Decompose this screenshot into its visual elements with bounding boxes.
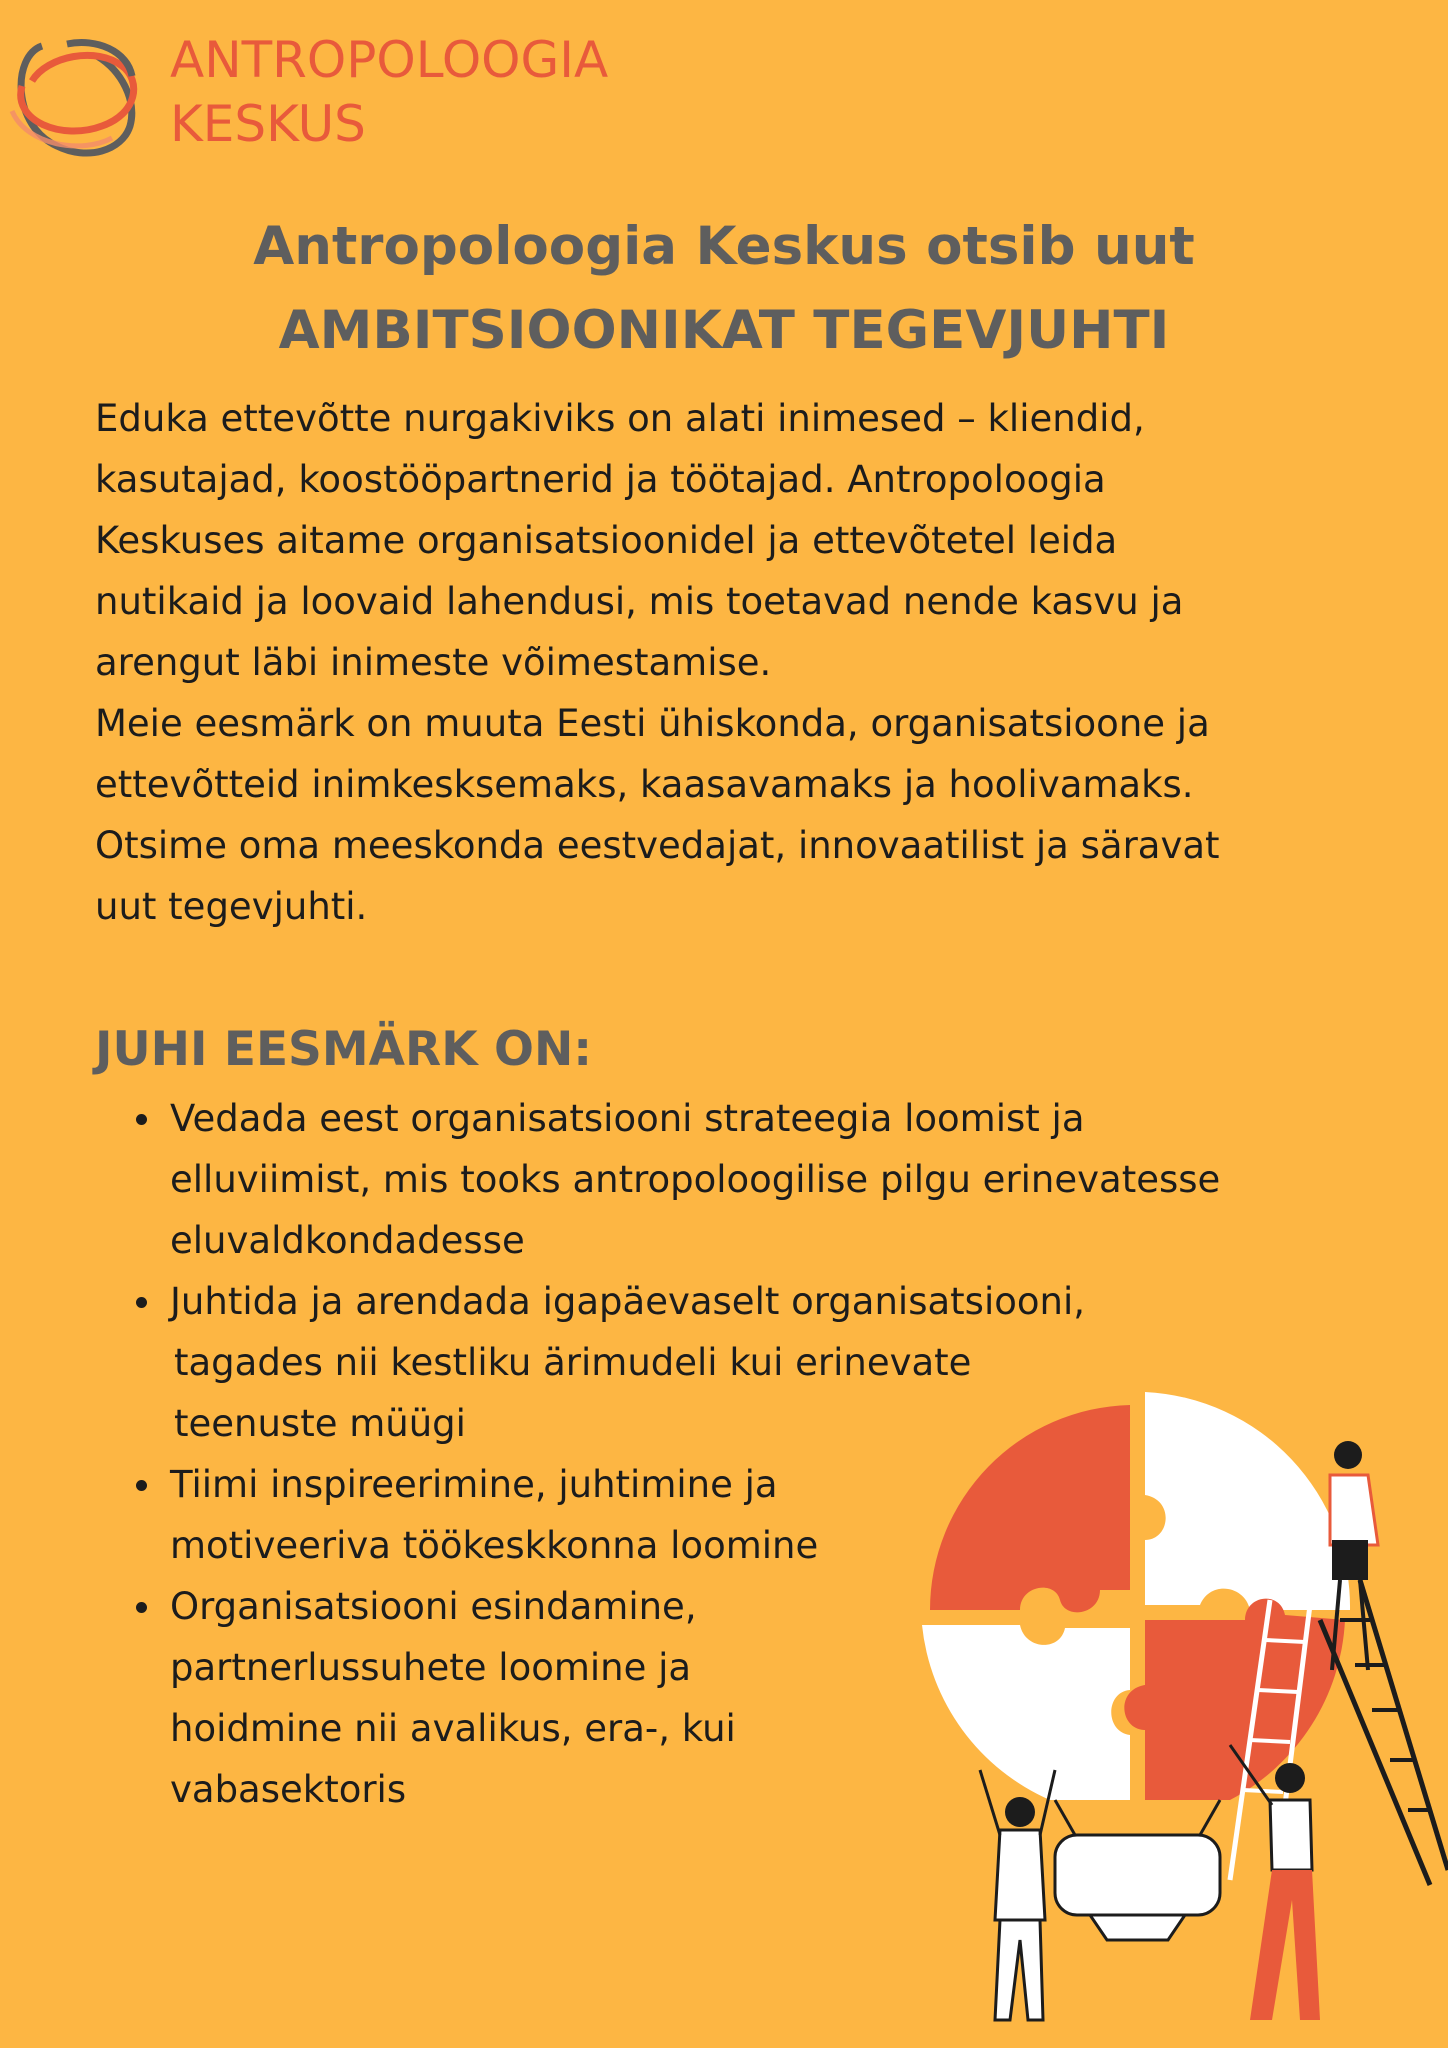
logo-line-2: KESKUS xyxy=(170,95,366,153)
list-item xyxy=(132,1088,1312,1271)
intro-line: ettevõtteid inimkesksemaks, kaasavamaks ja hoolivamaks. xyxy=(95,763,1194,806)
goal-line: eluvaldkondadesse xyxy=(170,1219,525,1262)
intro-text xyxy=(95,388,1325,937)
goal-line: Tiimi inspireerimine, juhtimine ja xyxy=(170,1463,778,1506)
logo-line-1: ANTROPOLOOGIA xyxy=(170,31,609,89)
logo xyxy=(0,18,640,158)
goal-line: Juhtida ja arendada igapäevaselt organisatsiooni, xyxy=(170,1280,1085,1323)
intro-line: Otsime oma meeskonda eestvedajat, innovaatilist ja säravat xyxy=(95,824,1220,867)
goal-line: elluviimist, mis tooks antropoloogilise pilgu erinevatesse xyxy=(170,1158,1221,1201)
goal-line: partnerlussuhete loomine ja xyxy=(170,1646,692,1689)
goal-line: hoidmine nii avalikus, era-, kui xyxy=(170,1707,736,1750)
orbit-logo-icon xyxy=(2,26,152,166)
intro-line: uut tegevjuhti. xyxy=(95,885,368,928)
goals-title: JUHI EESMÄRK ON: xyxy=(95,1022,593,1077)
page-title xyxy=(0,205,1448,373)
goal-line: Organisatsiooni esindamine, xyxy=(170,1585,697,1628)
goal-line: motiveeriva töökeskkonna loomine xyxy=(170,1524,819,1567)
intro-line: Keskuses aitame organisatsioonidel ja ettevõtetel leida xyxy=(95,519,1118,562)
puzzle-lightbulb-illustration-icon xyxy=(900,1380,1448,2048)
goal-line: tagades nii kestliku ärimudeli kui erinevate xyxy=(174,1341,972,1384)
intro-line: Meie eesmärk on muuta Eesti ühiskonda, organisatsioone ja xyxy=(95,702,1210,745)
logo-text xyxy=(170,28,608,156)
goal-line: vabasektoris xyxy=(170,1768,407,1811)
page-title-line-2: AMBITSIOONIKAT TEGEVJUHTI xyxy=(278,300,1170,361)
intro-line: Eduka ettevõtte nurgakiviks on alati inimesed – kliendid, xyxy=(95,397,1145,440)
goal-line: teenuste müügi xyxy=(174,1402,466,1445)
intro-line: nutikaid ja loovaid lahendusi, mis toetavad nende kasvu ja xyxy=(95,580,1184,623)
intro-line: kasutajad, koostööpartnerid ja töötajad. Antropoloogia xyxy=(95,458,1106,501)
intro-line: arengut läbi inimeste võimestamise. xyxy=(95,641,772,684)
goal-line: Vedada eest organisatsiooni strateegia loomist ja xyxy=(170,1097,1085,1140)
page-title-line-1: Antropoloogia Keskus otsib uut xyxy=(253,216,1195,277)
